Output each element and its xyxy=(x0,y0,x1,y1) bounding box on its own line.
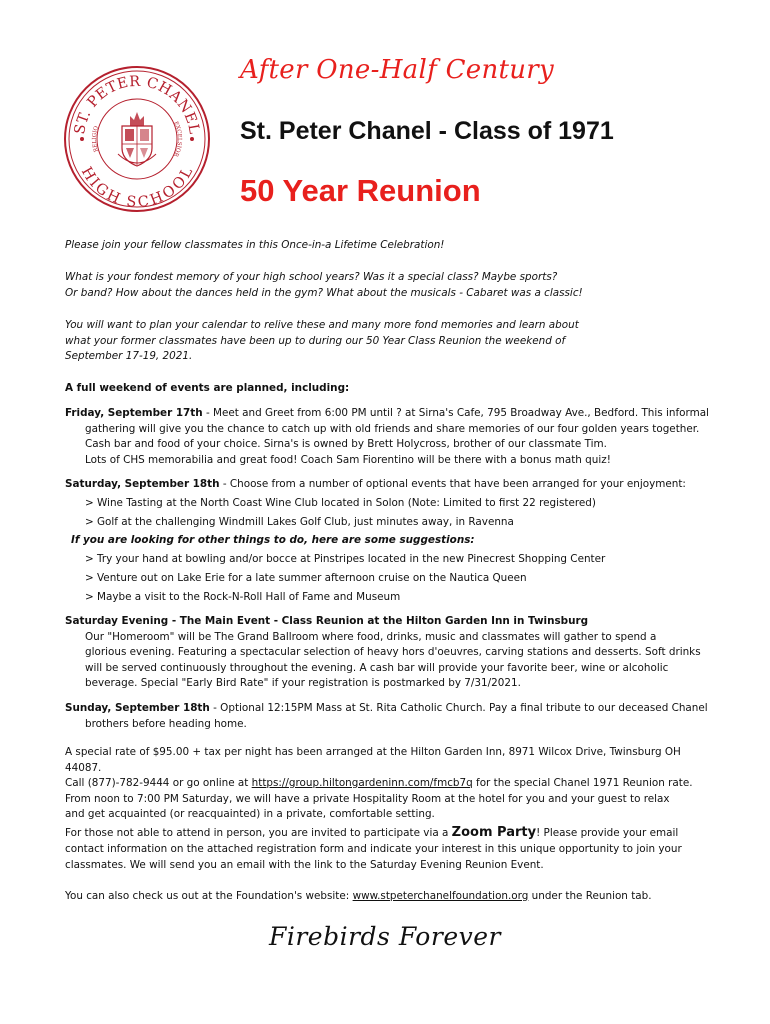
hotel-line: and get acquainted (or reacquainted) in a private, comfortable setting. xyxy=(65,808,435,820)
page-title: St. Peter Chanel - Class of 1971 xyxy=(240,117,614,145)
saturday-event xyxy=(65,477,715,493)
intro-line: what your former classmates have been up to during our 50 Year Class Reunion the weekend of xyxy=(65,334,566,347)
intro-line: Please join your fellow classmates in this Once-in-a Lifetime Celebration! xyxy=(65,239,445,251)
seal-top-text: ST. PETER CHANEL xyxy=(72,73,202,136)
friday-text: - Meet and Greet from 6:00 PM until ? at Sirna's Cafe, 795 Broadway Ave., Bedford. This informal xyxy=(202,407,709,419)
sunday-label: Sunday, September 18th xyxy=(65,702,210,714)
suggestions-heading: If you are looking for other things to do, here are some suggestions: xyxy=(71,534,475,546)
kicker-heading: After One-Half Century xyxy=(240,55,555,85)
events-heading: A full weekend of events are planned, including: xyxy=(65,382,350,394)
zoom-line: contact information on the attached registration form and indicate your interest in this unique opportunity to join your xyxy=(65,843,682,855)
saturday-evening-line: glorious evening. Featuring a spectacular selection of heavy hors d'oeuvres, carving stations and desserts. Soft drinks xyxy=(85,646,701,658)
svg-text:EXCELSIOR xyxy=(172,121,182,158)
crest-shield-icon xyxy=(118,112,156,166)
friday-line: Cash bar and food of your choice. Sirna's is owned by Brett Holycross, brother of our classmate Tim. xyxy=(85,438,607,450)
svg-text:HIGH SCHOOL xyxy=(78,165,197,211)
intro-line: September 17-19, 2021. xyxy=(65,350,193,362)
intro-line: You will want to plan your calendar to relive these and many more fond memories and learn about xyxy=(65,319,579,331)
suggestion-item: > Maybe a visit to the Rock-N-Roll Hall of Fame and Museum xyxy=(85,591,401,603)
hotel-paragraph xyxy=(65,745,715,823)
sunday-line: brothers before heading home. xyxy=(85,717,247,730)
saturday-option: > Golf at the challenging Windmill Lakes Golf Club, just minutes away, in Ravenna xyxy=(85,516,514,528)
friday-label: Friday, September 17th xyxy=(65,407,203,419)
saturday-evening-line: beverage. Special "Early Bird Rate" if your registration is postmarked by 7/31/2021. xyxy=(85,677,521,689)
sunday-line-1 xyxy=(65,701,715,717)
reunion-title: 50 Year Reunion xyxy=(240,173,481,208)
intro-paragraph-2 xyxy=(65,270,715,301)
zoom-paragraph xyxy=(65,824,715,873)
hotel-line: From noon to 7:00 PM Saturday, we will have a private Hospitality Room at the hotel for you and your guest to relax xyxy=(65,792,670,805)
zoom-line: classmates. We will send you an email with the link to the Saturday Evening Reunion Event. xyxy=(65,858,544,871)
hotel-line-2: Call (877)-782-9444 or go online at https://group.hiltongardeninn.com/fmcb7q for the special Chanel 1971 Reunion rate. xyxy=(65,777,693,789)
saturday-evening-event xyxy=(65,614,715,692)
intro-paragraph-3 xyxy=(65,318,715,365)
zoom-party-text: Zoom Party xyxy=(451,825,537,840)
intro-line: Or band? How about the dances held in the gym? What about the musicals - Cabaret was a classic! xyxy=(65,286,583,299)
zoom-line-1: For those not able to attend in person, you are invited to participate via a Zoom Party! Please provide your email xyxy=(65,825,679,840)
saturday-text: - Choose from a number of optional events that have been arranged for your enjoyment: xyxy=(219,478,686,490)
saturday-label: Saturday, September 18th xyxy=(65,478,220,490)
intro-line: What is your fondest memory of your high school years? Was it a special class? Maybe sports? xyxy=(65,271,558,283)
sunday-event xyxy=(65,701,715,732)
school-seal-logo xyxy=(62,64,212,214)
hotel-booking-link[interactable]: https://group.hiltongardeninn.com/fmcb7q xyxy=(251,777,473,789)
saturday-evening-line: will be served continuously throughout the evening. A cash bar will provide your favorite beer, wine or alcoholic xyxy=(85,661,669,674)
saturday-evening-line: Our "Homeroom" will be The Grand Ballroom where food, drinks, music and classmates will gather to spend a xyxy=(85,630,657,643)
website-paragraph: You can also check us out at the Foundation's website: www.stpeterchanelfoundation.org under the Reunion tab. xyxy=(65,890,652,902)
seal-right-motto: EXCELSIOR xyxy=(172,120,183,158)
friday-line: Lots of CHS memorabilia and great food! Coach Sam Fiorentino will be there with a bonus math quiz! xyxy=(85,453,611,466)
saturday-line-1 xyxy=(65,477,715,493)
svg-text:RELIGIO xyxy=(92,125,100,152)
seal-bottom-text: HIGH SCHOOL xyxy=(77,164,197,211)
sunday-text: - Optional 12:15PM Mass at St. Rita Catholic Church. Pay a final tribute to our deceased Chanel xyxy=(209,702,708,714)
foundation-website-link[interactable]: www.stpeterchanelfoundation.org xyxy=(352,890,529,902)
suggestion-item: > Venture out on Lake Erie for a late summer afternoon cruise on the Nautica Queen xyxy=(85,572,527,584)
friday-line-1 xyxy=(65,406,715,422)
seal-left-motto: RELIGIO xyxy=(91,125,100,153)
saturday-option: > Wine Tasting at the North Coast Wine Club located in Solon (Note: Limited to first 22 registered) xyxy=(85,497,596,509)
suggestion-item: > Try your hand at bowling and/or bocce at Pinstripes located in the new Pinecrest Shopping Center xyxy=(85,553,606,565)
saturday-evening-label: Saturday Evening - The Main Event - Class Reunion at the Hilton Garden Inn in Twinsburg xyxy=(65,615,589,627)
footer-tagline: Firebirds Forever xyxy=(269,922,501,951)
hotel-line: A special rate of $95.00 + tax per night has been arranged at the Hilton Garden Inn, 8971 Wilcox Drive, Twinsburg OH 44087. xyxy=(65,746,681,774)
friday-event xyxy=(65,406,715,468)
friday-line: gathering will give you the chance to catch up with old friends and share memories of our four golden years together. xyxy=(85,422,700,435)
intro-paragraph-1 xyxy=(65,238,715,254)
